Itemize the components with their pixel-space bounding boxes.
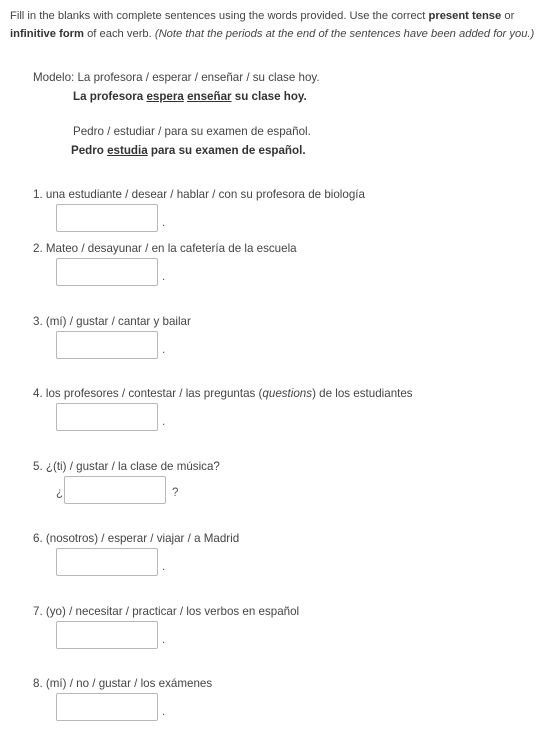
instructions-note: (Note that the periods at the end of the sentences have been added for you.): [154, 28, 535, 40]
instructions-text-1: Fill in the blanks with complete sentences using the words provided. Use the correct: [10, 10, 429, 22]
answer-input-1[interactable]: [56, 204, 158, 232]
answer-end-8: .: [162, 705, 166, 718]
answer-row-5: [56, 476, 196, 504]
answer-input-8[interactable]: [56, 693, 158, 721]
question-4-post: ) de los estudiantes: [312, 387, 413, 400]
question-2: 2. Mateo / desayunar / en la cafetería de la escuela: [33, 242, 297, 255]
instructions: [10, 7, 536, 43]
model-answer-1-pre: La profesora: [73, 90, 147, 103]
answer-end-2: .: [162, 270, 166, 283]
model-answer-1-verb-2: enseñar: [187, 90, 232, 103]
answer-input-4[interactable]: [56, 403, 158, 431]
answer-input-6[interactable]: [56, 548, 158, 576]
question-3: 3. (mí) / gustar / cantar y bailar: [33, 315, 191, 328]
instructions-bold-present-tense: present tense: [428, 10, 502, 22]
question-1: 1. una estudiante / desear / hablar / con su profesora de biología: [33, 188, 365, 201]
answer-input-3[interactable]: [56, 331, 158, 359]
question-7: 7. (yo) / necesitar / practicar / los verbos en español: [33, 605, 300, 618]
model-answer-2-post: para su examen de español.: [147, 144, 306, 157]
model-answer-2-pre: Pedro: [71, 144, 108, 157]
answer-end-1: .: [162, 216, 166, 229]
model-answer-1-post: su clase hoy.: [231, 90, 307, 103]
model-prompt-2: Pedro / estudiar / para su examen de español.: [73, 125, 311, 138]
model-answer-1-verb-1: espera: [146, 90, 184, 103]
answer-end-7: .: [162, 633, 166, 646]
answer-end-3: .: [162, 343, 166, 356]
answer-end-6: .: [162, 560, 166, 573]
answer-input-7[interactable]: [56, 621, 158, 649]
question-8: 8. (mí) / no / gustar / los exámenes: [33, 677, 213, 690]
question-4-italic: questions: [262, 387, 313, 400]
question-5: 5. ¿(ti) / gustar / la clase de música?: [33, 460, 220, 473]
answer-end-4: .: [162, 415, 166, 428]
instructions-bold-infinitive-form: infinitive form: [10, 28, 84, 40]
question-4: [33, 386, 413, 402]
answer-input-2[interactable]: [56, 258, 158, 286]
question-4-pre: 4. los profesores / contestar / las preguntas (: [33, 387, 263, 400]
instructions-text-3: of each verb.: [83, 28, 155, 40]
answer-input-5[interactable]: [64, 476, 166, 504]
instructions-text-2: or: [501, 10, 515, 22]
answer-open-5: ¿: [56, 486, 64, 499]
answer-end-5: ?: [172, 486, 179, 499]
model-answer-2: [71, 143, 306, 159]
model-answer-2-verb: estudia: [107, 144, 148, 157]
model-answer-1: [73, 89, 307, 105]
model-prompt-1: Modelo: La profesora / esperar / enseñar / su clase hoy.: [33, 71, 320, 84]
question-6: 6. (nosotros) / esperar / viajar / a Madrid: [33, 532, 240, 545]
